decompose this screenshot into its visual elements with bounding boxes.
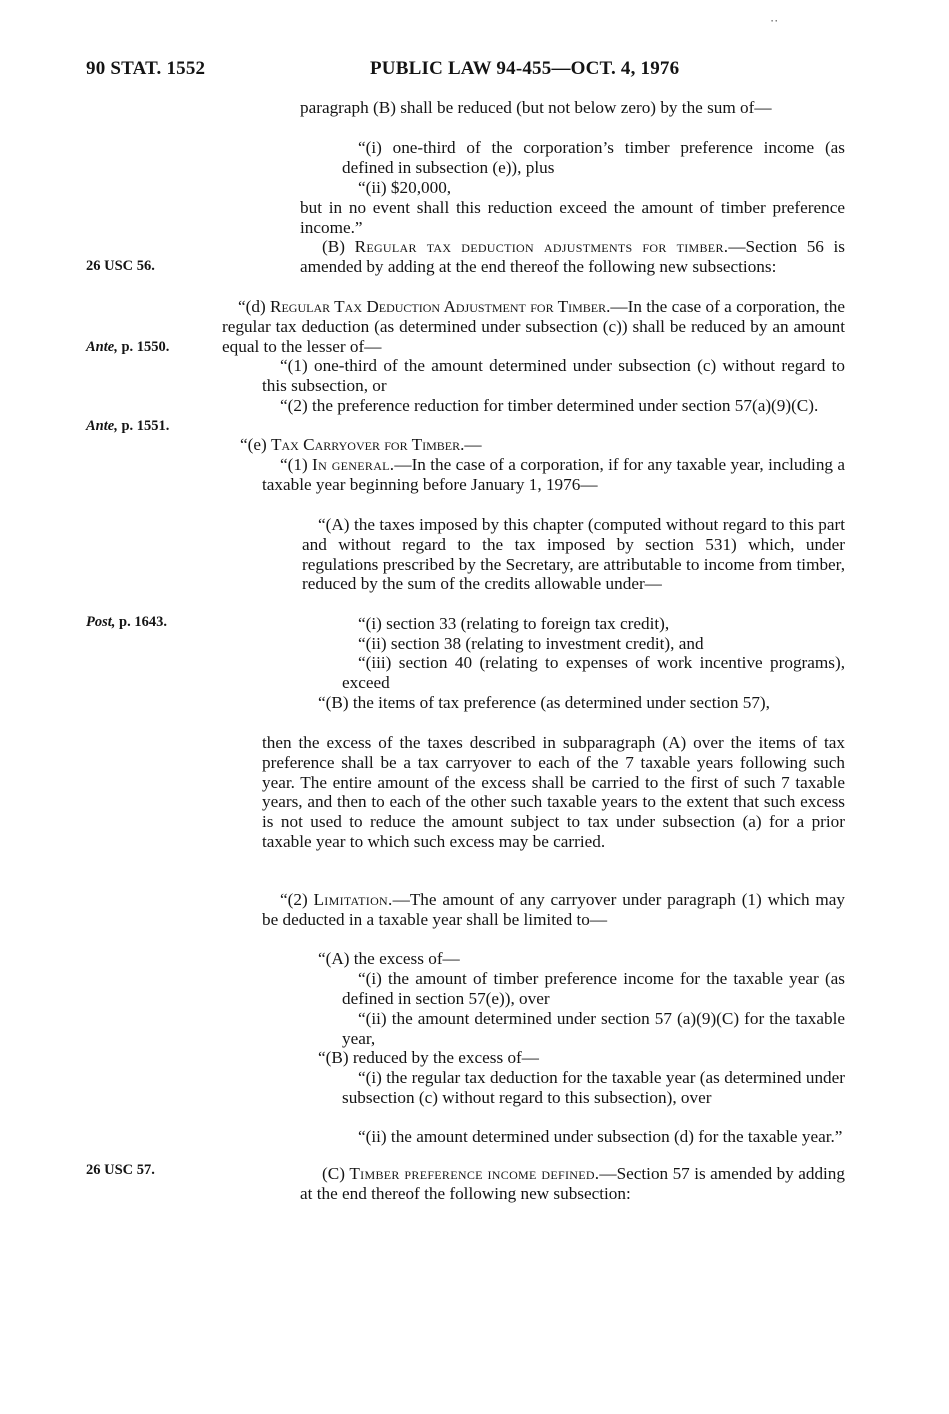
paragraph-1-one-third: “(1) one-third of the amount determined under subsection (c) without regard to this subsection, or [262,356,845,395]
section-body: —Section 57 is amended by adding at the end thereof the following new subsection: [300,1164,845,1203]
section-heading: In general. [312,455,395,474]
section-heading: Timber preference income defined. [349,1164,600,1183]
margin-note-page: p. 1550. [121,339,170,355]
section-heading: Limitation. [313,890,393,909]
section-body: —In the case of a corporation, the regular tax deduction (as determined under subsection (c)) shall be reduced by an amount equal to the lesser of— [222,297,845,356]
section-body: —The amount of any carryover under paragraph (1) which may be deducted in a taxable year shall be limited to— [262,890,845,929]
paragraph-b-continuation: paragraph (B) shall be reduced (but not below zero) by the sum of— [300,98,772,117]
subparagraph-b-regular-tax-adjustments [300,237,845,277]
paragraph-2-preference-reduction: “(2) the preference reduction for timber determined under section 57(a)(9)(C). [280,396,819,415]
subparagraph-a-excess-of: “(A) the excess of— [318,949,460,968]
margin-note-26-usc-57: 26 USC 57. [86,1162,155,1178]
clause-i-foreign-tax-credit: “(i) section 33 (relating to foreign tax credit), [358,614,670,633]
section-lead: (C) [322,1164,345,1183]
section-lead: “(e) [240,435,267,454]
section-heading: Regular Tax Deduction Adjustment for Timber. [270,297,611,316]
carryover-excess-text: then the excess of the taxes described in subparagraph (A) over the items of tax preference shall be a tax carryover to each of the 7 taxable years following such year. The entire amount of the excess shall be carried to the first of such 7 taxable years, and then to each of the other such taxable years to the extent that such excess is not used to reduce the amount subject to tax under subsection (a) for a prior taxable year to which such excess may be carried. [262,733,845,851]
subsection-d-regular-tax-deduction-adjustment [222,297,845,356]
section-lead: “(1) [280,455,308,474]
section-heading: Tax Carryover for Timber. [271,435,465,454]
section-body: —In the case of a corporation, if for any taxable year, including a taxable year beginning before January 1, 1976— [262,455,846,494]
clause-i-regular-tax-deduction: “(i) the regular tax deduction for the taxable year (as determined under subsection (c) without regard to this subsection), over [342,1068,845,1107]
margin-note-ref: Post, [86,614,116,630]
clause-i-one-third: “(i) one-third of the corporation’s timber preference income (as defined in subsection (e)), plus [342,138,845,177]
margin-note-ante-1550 [86,339,169,356]
margin-note-ref: Ante, [86,418,118,434]
reduction-limit-text: but in no event shall this reduction exceed the amount of timber preference income.” [300,198,845,237]
subparagraph-b-reduced-by-excess: “(B) reduced by the excess of— [318,1048,539,1067]
section-body: — [464,435,482,454]
subparagraph-b-items-of-tax-preference: “(B) the items of tax preference (as determined under section 57), [318,693,770,712]
clause-ii-20000: “(ii) $20,000, [358,178,452,197]
clause-i-timber-preference-income: “(i) the amount of timber preference income for the taxable year (as defined in section 57(e)), over [342,969,845,1008]
page-running-title: PUBLIC LAW 94-455—OCT. 4, 1976 [370,58,680,79]
margin-note-26-usc-56: 26 USC 56. [86,258,155,274]
paragraph-2-limitation [262,890,845,930]
clause-ii-amount-determined: “(ii) the amount determined under section 57 (a)(9)(C) for the taxable year, [342,1009,845,1048]
clause-ii-subsection-d-amount: “(ii) the amount determined under subsection (d) for the taxable year.” [358,1127,843,1146]
scan-artifact: ⋅⋅ [770,14,779,28]
margin-note-ref: Ante, [86,339,118,355]
section-lead: “(2) [280,890,308,909]
subsection-e-tax-carryover-heading [240,435,845,455]
margin-note-page: p. 1551. [121,418,170,434]
section-heading: Regular tax deduction adjustments for timber. [354,237,729,256]
clause-iii-work-incentive-programs: “(iii) section 40 (relating to expenses of work incentive programs), exceed [342,653,845,692]
section-body: —Section 56 is amended by adding at the end thereof the following new subsections: [300,237,845,276]
margin-note-page: p. 1643. [119,614,167,630]
subparagraph-c-timber-preference-income-defined [300,1164,845,1204]
section-lead: “(d) [238,297,266,316]
subparagraph-a-taxes-imposed: “(A) the taxes imposed by this chapter (computed without regard to this part and without regard to the tax imposed by section 531) which, under regulations prescribed by the Secretary, are attributable to income from timber, reduced by the sum of the credits allowable under— [302,515,845,594]
margin-note-post-1643 [86,614,167,631]
paragraph-1-in-general [262,455,845,495]
page-stat-number: 90 STAT. 1552 [86,58,206,79]
clause-ii-investment-credit: “(ii) section 38 (relating to investment credit), and [358,634,704,653]
margin-note-ante-1551 [86,418,169,435]
section-lead: (B) [322,237,345,256]
